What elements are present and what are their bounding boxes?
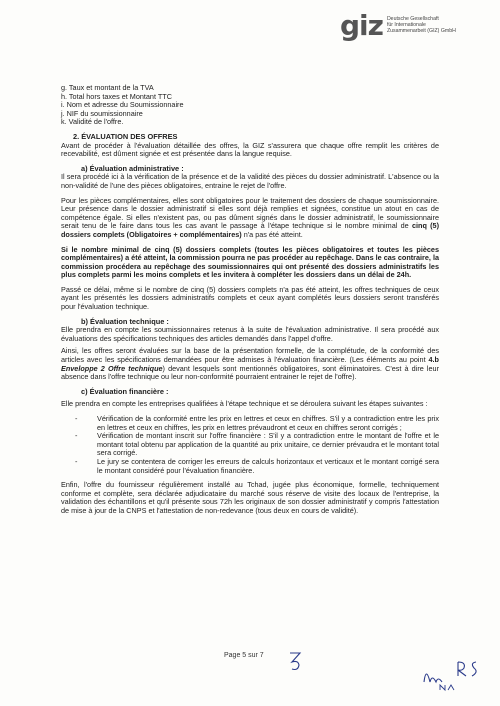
page-number: Page 5 sur 7 <box>224 652 264 659</box>
list-item: j. NIF du soumissionnaire <box>61 108 143 118</box>
giz-logo <box>340 9 457 42</box>
list-item: - Le jury se contentera de corriger les erreurs de calculs horizontaux et verticaux et le montant corrigé sera le montant considéré pour l'évaluation financière. <box>75 456 439 475</box>
paragraph: Ainsi, les offres seront évaluées sur la base de la présentation formelle, de la complétude, de la conformité des articles avec les spécifications demandées pour être admises à l'évaluation financière. (Les éléments au point 4.b Enveloppe 2 Offre technique) devant lesquels sont mentionnés obligatoires, sont éliminatoires. C'est à dire leur absence dans l'offre technique ou leur non-conformité pourraient entrainer le rejet de l'offre). <box>61 346 439 382</box>
offer-items-list <box>61 84 439 127</box>
logo-text: Deutsche Gesellschaft für Internationale Zusammenarbeit (GIZ) GmbH <box>386 16 456 34</box>
body-content <box>61 84 439 516</box>
list-item: - Vérification de la conformité entre les prix en lettres et ceux en chiffres. S'il y a contradiction entre les prix en lettres et ceux en chiffres, les prix en lettres prévaudront et ceux en chiffres seront corrigés ; <box>75 414 439 432</box>
list-item: i. Nom et adresse du Soumissionnaire <box>61 100 184 110</box>
handwritten-signature <box>418 652 488 694</box>
paragraph: Pour les pièces complémentaires, elles sont obligatoires pour le traitement des dossiers de chaque soumissionnaire. Leur présence dans le dossier administratif si elles sont déjà remplies et signées, constitue un atout en cas de compétence égale. Si elles n'existent pas, ou pas dûment signés dans le dossier administratif, le soumissionnaire serait tenu de le faire dans tous les cas avant le passage à l'étape technique si le nombre minimal de cinq (5) dossiers complets (Obligatoires + complémentaires) n'a pas été atteint. <box>61 195 440 239</box>
section-heading-evaluation: 2. ÉVALUATION DES OFFRES <box>73 131 178 141</box>
paragraph: Il sera procédé ici à la vérification de la présence et de la validité des pièces du dossier administratif. L'absence ou la non-validité de l'une des pièces obligatoires, entraine le rejet de l'offre. <box>61 172 439 190</box>
list-item: h. Total hors taxes et Montant TTC <box>61 91 172 101</box>
list-item: - Vérification de montant inscrit sur l'offre financière : S'il y a contradiction entre le montant de l'offre et le montant total obtenu par application de la quantité au prix unitaire, ce dernier prévaudra et le montant total sera corrigé. <box>75 431 439 458</box>
subsection-heading-admin: a) Évaluation administrative : <box>81 163 184 173</box>
paragraph-bold: Si le nombre minimal de cinq (5) dossiers complets (toutes les pièces obligatoires et toutes les pièces complémentaires) a été atteint, la commission pourra ne pas procéder au repêchage. Dans le cas contraire, la commission procédera au repêchage des soumissionnaires qui ont présenté des dossiers administratifs les plus complets parmi les moins complets et les invitera à compléter les dossiers dans un délai de 24h. <box>61 244 439 280</box>
subsection-heading-technical: b) Évaluation technique : <box>81 316 169 326</box>
paragraph: Enfin, l'offre du fournisseur régulièrement installé au Tchad, jugée plus économique, formelle, techniquement conforme et complète, sera déclarée adjudicataire du marché sous réserve de visite des locaux de l'entreprise, la validation des échantillons et qu'il présente sous 72h les originaux de son dossier administratif y compris l'attestation de mise à jour de la CNPS et l'attestation de non-redevance (tous deux en cours de validité). <box>61 480 439 515</box>
paragraph: Elle prendra en compte les entreprises qualifiées à l'étape technique et se déroulera suivant les étapes suivantes : <box>61 399 428 409</box>
list-item: k. Validité de l'offre. <box>61 117 124 127</box>
subsection-heading-financial: c) Évaluation financière : <box>81 386 169 396</box>
paragraph: Passé ce délai, même si le nombre de cinq (5) dossiers complets n'a pas été atteint, les offres techniques de ceux ayant les présentés les dossiers administratifs complets et ceux ayant complétés leurs dossiers seront transférés pour l'évaluation technique. <box>61 284 439 312</box>
handwritten-initial-mark <box>286 650 306 672</box>
logo-mark: giz <box>340 9 383 42</box>
paragraph: Avant de procéder à l'évaluation détaillée des offres, la GIZ s'assurera que chaque offre remplit les critères de recevabilité, est dûment signée et est présentée dans la langue requise. <box>61 140 439 159</box>
list-item: g. Taux et montant de la TVA <box>61 83 154 92</box>
paragraph: Elle prendra en compte les soumissionnaires retenus à la suite de l'évaluation administrative. Il sera procédé aux évaluations des spécifications techniques des articles demandés dans l'appel d'offre. <box>61 325 439 343</box>
